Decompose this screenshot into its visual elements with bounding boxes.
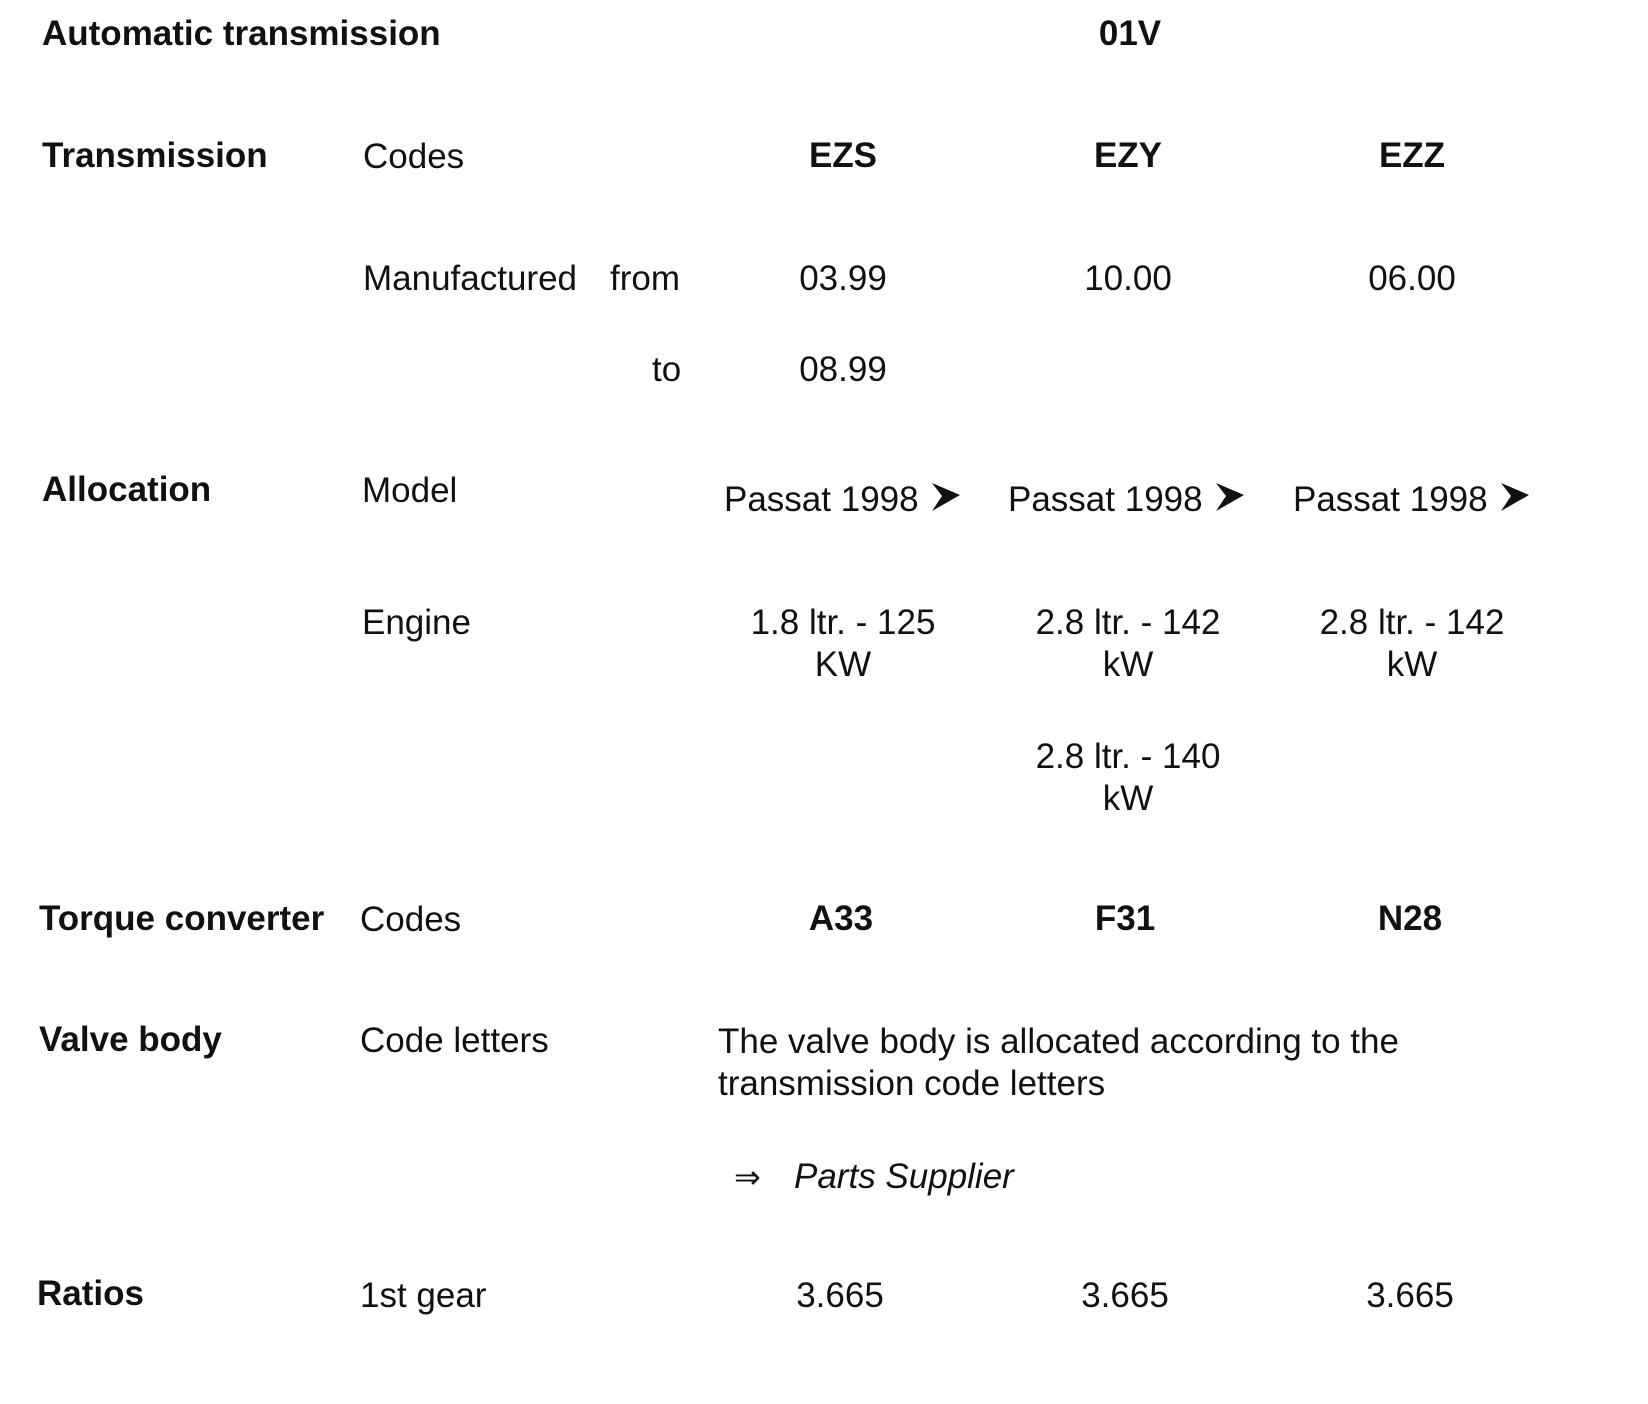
from-label: from xyxy=(610,259,680,298)
engine-2-alt-line2: kW xyxy=(1102,779,1154,818)
manufactured-from-3: 06.00 xyxy=(1368,259,1456,298)
parts-supplier-link[interactable]: Parts Supplier xyxy=(794,1157,1014,1196)
transmission-code-2: EZY xyxy=(1093,136,1163,175)
manufactured-from-2: 10.00 xyxy=(1084,259,1172,298)
engine-label: Engine xyxy=(362,603,471,642)
document-title: Automatic transmission xyxy=(42,14,441,53)
ratio-3: 3.665 xyxy=(1366,1276,1454,1315)
torque-code-3: N28 xyxy=(1377,899,1443,938)
chevron-right-icon xyxy=(1213,480,1247,514)
torque-code-1: A33 xyxy=(808,899,874,938)
model-2-text: Passat 1998 xyxy=(1008,480,1203,519)
model-1 xyxy=(724,478,963,522)
model-label: Model xyxy=(362,471,458,510)
chevron-right-icon xyxy=(929,480,963,514)
valve-body-note-line2: transmission code letters xyxy=(718,1064,1106,1103)
engine-2-line2: kW xyxy=(1102,645,1154,684)
manufactured-from-1: 03.99 xyxy=(799,259,887,298)
ratio-1: 3.665 xyxy=(796,1276,884,1315)
double-arrow-icon: ⇒ xyxy=(734,1159,761,1195)
model-2 xyxy=(1008,478,1247,522)
engine-2-line1: 2.8 ltr. - 142 xyxy=(1035,603,1221,642)
transmission-family-code: 01V xyxy=(1098,14,1162,53)
engine-3-line1: 2.8 ltr. - 142 xyxy=(1319,603,1505,642)
first-gear-label: 1st gear xyxy=(360,1276,487,1315)
model-3-text: Passat 1998 xyxy=(1293,480,1488,519)
engine-2-alt-line1: 2.8 ltr. - 140 xyxy=(1035,737,1221,776)
section-ratios: Ratios xyxy=(37,1274,144,1313)
manufactured-to-1: 08.99 xyxy=(799,350,887,389)
section-torque-converter: Torque converter xyxy=(39,899,325,938)
ratio-2: 3.665 xyxy=(1081,1276,1169,1315)
to-label: to xyxy=(652,350,682,389)
engine-1-line1: 1.8 ltr. - 125 xyxy=(750,603,936,642)
section-valve-body: Valve body xyxy=(39,1020,222,1059)
model-1-text: Passat 1998 xyxy=(724,480,919,519)
torque-code-2: F31 xyxy=(1094,899,1156,938)
codes-label: Codes xyxy=(363,137,465,176)
model-3 xyxy=(1293,478,1532,522)
chevron-right-icon xyxy=(1498,480,1532,514)
section-allocation: Allocation xyxy=(42,470,212,509)
torque-codes-label: Codes xyxy=(360,900,462,939)
engine-3-line2: kW xyxy=(1386,645,1438,684)
transmission-code-1: EZS xyxy=(808,136,878,175)
section-transmission: Transmission xyxy=(42,136,268,175)
transmission-code-3: EZZ xyxy=(1378,136,1446,175)
valve-body-note-line1: The valve body is allocated according to the xyxy=(718,1022,1399,1061)
engine-1-line2: KW xyxy=(814,645,872,684)
manufactured-label: Manufactured xyxy=(363,259,578,298)
code-letters-label: Code letters xyxy=(360,1021,549,1060)
